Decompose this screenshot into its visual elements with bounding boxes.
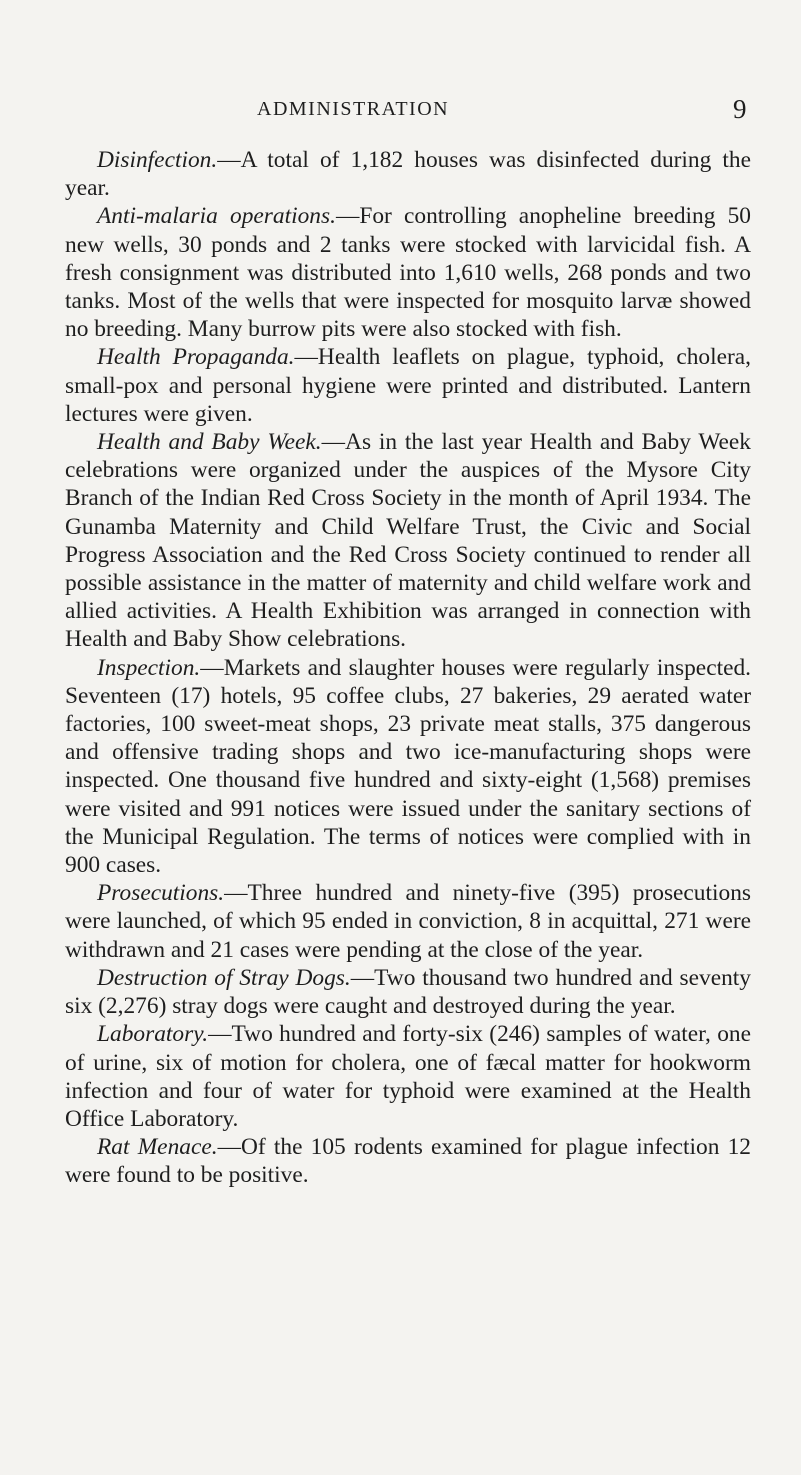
paragraph-text: —As in the last year Health and Baby Week celebrations were organized under the auspices of the Mysore City Branch of the Indian Red Cross Society in the month of April 1934. The Gunamba Maternity and Child Welfare Trust, the Civic and Social Progress Association and the Red Cross Society continued to render all possible assistance in the matter of maternity and child welfare work and allied activities. A Health Exhibition was arranged in connection with Health and Baby Show celebrations. [65, 429, 751, 653]
paragraph-inspection [65, 654, 751, 880]
paragraph-text: —Two thousand two hundred and seventy six (2,276) stray dogs were caught and destroyed during the year. [65, 964, 751, 1020]
paragraph-heading: Health and Baby Week. [97, 429, 322, 456]
paragraph-laboratory [65, 1020, 751, 1133]
paragraph-heading: Anti-malaria operations. [97, 203, 336, 230]
paragraph-text: —Markets and slaughter houses were regularly inspected. Seventeen (17) hotels, 95 coffee clubs, 27 bakeries, 29 aerated water factories, 100 sweet-meat shops, 23 private meat stalls, 375 dangerous and offensive trading shops and two ice-manufacturing shops were inspected. One thousand five hundred and sixty-eight (1,568) premises were visited and 991 notices were issued under the sanitary sections of the Municipal Regulation. The terms of notices were complied with in 900 cases. [65, 654, 751, 879]
paragraph-heading: Health Propaganda. [97, 344, 295, 371]
paragraph-text: —Health leaflets on plague, typhoid, cholera, small-pox and personal hygiene were printed and distributed. Lantern lectures were given. [65, 344, 751, 427]
paragraph-prosecutions [65, 879, 751, 964]
paragraph-heading: Prosecutions. [97, 880, 225, 907]
paragraph-text: —For controlling anopheline breeding 50 new wells, 30 ponds and 2 tanks were stocked with larvicidal fish. A fresh consignment was distributed into 1,610 wells, 268 ponds and two tanks. Most of the wells that were inspected for mosquito larvæ showed no breeding. Many burrow pits were also stocked with fish. [65, 203, 751, 343]
paragraph-heading: Inspection. [97, 654, 201, 681]
paragraph-text: —Of the 105 rodents examined for plague infection 12 were found to be positive. [65, 1134, 751, 1189]
paragraph-heading: Rat Menace. [97, 1134, 218, 1161]
paragraph-text: —Two hundred and forty-six (246) samples of water, one of urine, six of motion for cholera, one of fæcal matter for hookworm infection and four of water for typhoid were examined at the Health Office Laboratory. [65, 1021, 751, 1132]
paragraph-rat-menace [65, 1133, 751, 1189]
paragraph-text: —Three hundred and ninety-five (395) prosecutions were launched, of which 95 ended in conviction, 8 in acquittal, 271 were withdrawn and 21 cases were pending at the close of the year. [65, 880, 751, 963]
paragraph-heading: Disinfection. [97, 147, 218, 173]
page-number: 9 [733, 94, 747, 124]
body-text [65, 146, 751, 1190]
paragraph-heading: Destruction of Stray Dogs. [97, 964, 351, 991]
paragraph-disinfection [65, 146, 751, 202]
paragraph-text: —A total of 1,182 houses was disinfected during the year. [65, 147, 751, 202]
paragraph-health-propaganda [65, 343, 751, 428]
paragraph-anti-malaria [65, 202, 751, 343]
paragraph-heading: Laboratory. [97, 1021, 209, 1048]
paragraph-stray-dogs [65, 964, 751, 1020]
running-header [0, 94, 801, 124]
paragraph-health-baby-week [65, 428, 751, 654]
page-title: ADMINISTRATION [257, 98, 450, 120]
